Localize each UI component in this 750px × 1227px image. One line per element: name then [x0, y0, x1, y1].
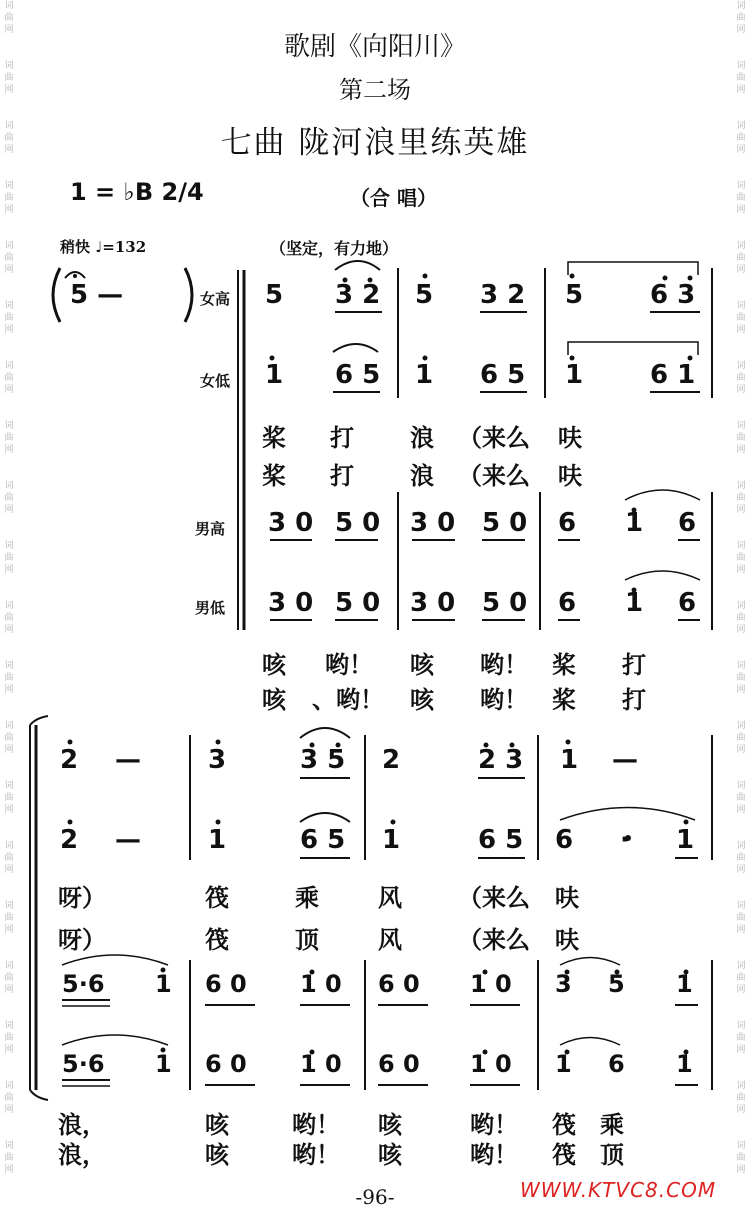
- note: 6 0: [205, 1050, 247, 1078]
- expression-marking: （坚定，有力地）: [270, 239, 399, 258]
- note: —: [115, 825, 141, 855]
- note: 1: [265, 360, 284, 390]
- note: —: [612, 745, 638, 775]
- note: 5: [415, 280, 434, 310]
- lyric: 浪，: [58, 1140, 106, 1169]
- note: ·: [620, 825, 630, 855]
- note: 5 0: [335, 588, 381, 618]
- part-male-high: 男高: [195, 520, 226, 538]
- lyric: 风: [378, 883, 402, 912]
- note: 6: [558, 588, 577, 618]
- lyric: 桨: [552, 650, 576, 679]
- lyric: 咳: [378, 1140, 402, 1169]
- lyric: （来么: [458, 423, 530, 452]
- note: 6 0: [378, 1050, 420, 1078]
- note: 1: [415, 360, 434, 390]
- lyric: 浪: [410, 423, 434, 452]
- lyric: 咳: [262, 685, 286, 714]
- note: 1: [676, 1050, 693, 1078]
- note: 1: [555, 1050, 572, 1078]
- lyric: 浪: [410, 461, 434, 490]
- lyric: 呋: [558, 461, 582, 490]
- note: 3 0: [410, 588, 456, 618]
- lyric: 打: [330, 423, 354, 452]
- part-soprano-low: 女低: [200, 372, 231, 390]
- note: 5: [265, 280, 284, 310]
- note: 1: [155, 1050, 172, 1078]
- note: 1: [560, 745, 579, 775]
- note: 3 2: [480, 280, 526, 310]
- note: 6: [608, 1050, 625, 1078]
- note: 2 3: [478, 745, 524, 775]
- note: 3: [555, 970, 572, 998]
- lyric: 呀）: [58, 925, 106, 954]
- note: 1 0: [300, 970, 342, 998]
- lyric: 咳: [410, 685, 434, 714]
- note: 5·6: [62, 970, 105, 998]
- lyric: （来么: [458, 461, 530, 490]
- note: 1: [208, 825, 227, 855]
- part-male-low: 男低: [195, 599, 226, 617]
- note: 1 0: [300, 1050, 342, 1078]
- lyric: 打: [622, 685, 646, 714]
- lyric: 筏: [552, 1110, 576, 1139]
- note: 6 1: [650, 360, 696, 390]
- lyric: 哟！: [480, 685, 528, 714]
- note: 6: [555, 825, 574, 855]
- note: 3 0: [268, 508, 314, 538]
- note: 6: [558, 508, 577, 538]
- lyric: （来么: [458, 925, 530, 954]
- note: 2: [60, 745, 79, 775]
- scene-title: 第二场: [339, 76, 411, 104]
- note: 5·6: [62, 1050, 105, 1078]
- lyric: 乘: [600, 1110, 624, 1139]
- lyric: 哟！: [470, 1110, 518, 1139]
- note: —: [115, 745, 141, 775]
- lyric: 打: [622, 650, 646, 679]
- lyric: 筏: [552, 1140, 576, 1169]
- lyric: 哟！: [292, 1140, 340, 1169]
- note: 6 3: [650, 280, 696, 310]
- lyric: 桨: [552, 685, 576, 714]
- lyric: 呀）: [58, 883, 106, 912]
- side-watermark-right: 词 曲 网 词 曲 网 词 曲 网 词 曲 网 词 曲 网 词 曲 网 词 曲 网 词 曲 网 词 曲 网 词 曲 网 词 曲 网 词 曲 网 词 曲 网 词 曲 网 词 曲 网 词 曲 网 词 曲 网 词 曲 网 词 曲 网 词 曲 网: [736, 1, 746, 1175]
- note: 3 0: [268, 588, 314, 618]
- page-number: -96-: [355, 1185, 395, 1209]
- note: 1: [565, 360, 584, 390]
- note: 1: [625, 588, 644, 618]
- note: 5: [608, 970, 625, 998]
- lyric: 咳: [410, 650, 434, 679]
- intro-notes: 5 —: [70, 280, 124, 310]
- lyric: 浪，: [58, 1110, 106, 1139]
- note: 5 0: [482, 508, 528, 538]
- note: 1 0: [470, 1050, 512, 1078]
- note: 5 0: [335, 508, 381, 538]
- lyric: 桨: [262, 423, 286, 452]
- note: 2: [382, 745, 401, 775]
- lyric: 咳: [262, 650, 286, 679]
- lyric: 风: [378, 925, 402, 954]
- note: 6 5: [478, 825, 524, 855]
- note: 6 5: [300, 825, 346, 855]
- lyric: 打: [330, 461, 354, 490]
- lyric: 桨: [262, 461, 286, 490]
- note: 1: [676, 970, 693, 998]
- tempo-marking: 稍快 ♩=132: [60, 238, 147, 256]
- note: 6 0: [378, 970, 420, 998]
- note: 1: [676, 825, 695, 855]
- site-watermark: WWW.KTVC8.COM: [520, 1178, 717, 1202]
- lyric: 筏: [205, 883, 229, 912]
- note: 1: [155, 970, 172, 998]
- lyric: 哟！: [480, 650, 528, 679]
- note: 6 5: [335, 360, 381, 390]
- lyric: 顶: [295, 925, 319, 954]
- note: 6: [678, 508, 697, 538]
- note: 3 2: [335, 280, 381, 310]
- note: 3 0: [410, 508, 456, 538]
- lyric: 呋: [558, 423, 582, 452]
- side-watermark-left: 词 曲 网 词 曲 网 词 曲 网 词 曲 网 词 曲 网 词 曲 网 词 曲 网 词 曲 网 词 曲 网 词 曲 网 词 曲 网 词 曲 网 词 曲 网 词 曲 网 词 曲 网 词 曲 网 词 曲 网 词 曲 网 词 曲 网 词 曲 网: [4, 1, 14, 1175]
- opera-title: 歌剧《向阳川》: [283, 32, 466, 62]
- lyric: 乘: [295, 883, 319, 912]
- lyric: 咳: [378, 1110, 402, 1139]
- note: 6 0: [205, 970, 247, 998]
- note: 5: [565, 280, 584, 310]
- lyric: 呋: [555, 883, 579, 912]
- note: 1: [625, 508, 644, 538]
- note: 1: [382, 825, 401, 855]
- note: 5 0: [482, 588, 528, 618]
- note: 1 0: [470, 970, 512, 998]
- chorus-label: （合 唱）: [350, 186, 437, 210]
- note: 2: [60, 825, 79, 855]
- lyric: 筏: [205, 925, 229, 954]
- part-soprano-high: 女高: [200, 290, 231, 308]
- lyric: 、哟！: [312, 685, 384, 714]
- lyric: 呋: [555, 925, 579, 954]
- lyric: （来么: [458, 883, 530, 912]
- note: 3 5: [300, 745, 346, 775]
- lyric: 咳: [205, 1140, 229, 1169]
- lyric: 顶: [600, 1140, 624, 1169]
- lyric: 哟！: [292, 1110, 340, 1139]
- key-signature: 1 = ♭B 2/4: [70, 178, 204, 206]
- song-title: 七曲 陇河浪里练英雄: [220, 125, 530, 161]
- lyric: 哟！: [325, 650, 373, 679]
- note: 6 5: [480, 360, 526, 390]
- note: 6: [678, 588, 697, 618]
- lyric: 咳: [205, 1110, 229, 1139]
- lyric: 哟！: [470, 1140, 518, 1169]
- note: 3: [208, 745, 227, 775]
